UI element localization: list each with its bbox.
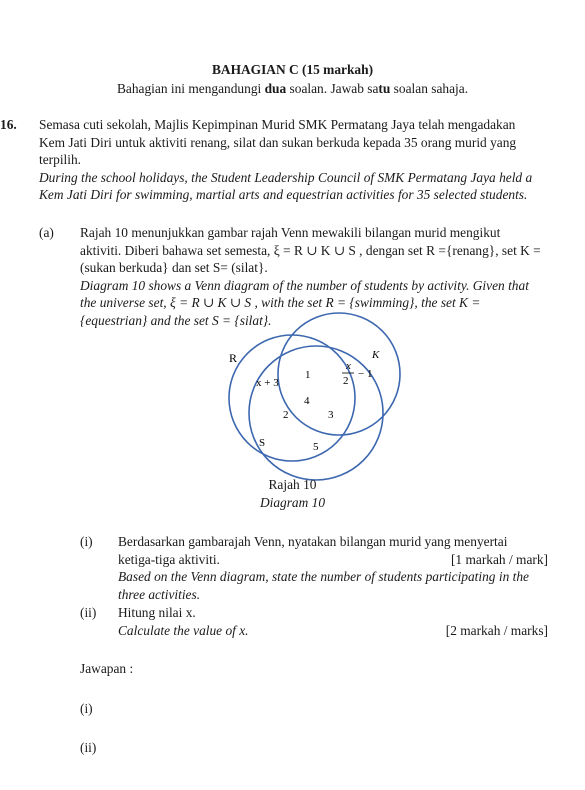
text-line: aktiviti. Diberi bahawa set semesta, ξ = R ∪ K ∪ S , dengan set R ={renang}, set K = [80, 242, 541, 258]
text-line: Berdasarkan gambarajah Venn, nyatakan bilangan murid yang menyertai [118, 534, 508, 549]
part-a-label: (a) [39, 225, 54, 240]
venn-label-k: K [372, 349, 380, 361]
text-line: ketiga-tiga aktiviti. [118, 551, 220, 567]
venn-label-s: S [259, 437, 266, 449]
text-line: Based on the Venn diagram, state the number of students participating in the [118, 569, 529, 585]
venn-region-k-only-numerator: x [346, 360, 351, 372]
text-line: Diagram 10 shows a Venn diagram of the number of students by activity. Given that [80, 277, 529, 293]
diagram-caption-malay: Rajah 10 [268, 477, 317, 492]
venn-circle-k [249, 346, 383, 480]
text-line: {equestrian} and the set S = {silat}. [80, 312, 272, 328]
text-line: (sukan berkuda} dan set S= (silat}. [80, 260, 268, 276]
venn-region-center: 4 [304, 395, 310, 407]
text-line: Kem Jati Diri untuk aktiviti renang, silat dan sukan berkuda kepada 35 orang murid yang [39, 134, 517, 150]
marks-label: [1 markah / mark] [450, 551, 548, 567]
text-line: Calculate the value of x. [118, 622, 249, 638]
text-line: Hitung nilai x. [118, 605, 196, 620]
text-line: terpilih. [39, 152, 82, 168]
venn-region-k-s: 3 [328, 409, 334, 421]
venn-region-k-only-minus: − 1 [358, 368, 373, 380]
venn-label-r: R [229, 351, 238, 365]
sub-ii-text [118, 604, 548, 639]
text-line: the universe set, ξ = R ∪ K ∪ S , with the set R = {swimming}, the set K = [80, 295, 481, 311]
diagram-caption-english: Diagram 10 [259, 495, 326, 510]
venn-region-r-s: 2 [283, 409, 289, 421]
text-line: Rajah 10 menunjukkan gambar rajah Venn mewakili bilangan murid mengikut [80, 225, 501, 240]
sub-i-label: (i) [80, 534, 93, 549]
venn-region-s-only: 5 [313, 441, 319, 453]
marks-label: [2 markah / marks] [445, 622, 548, 638]
sub-ii-label: (ii) [80, 605, 97, 620]
venn-circle-r [229, 335, 355, 461]
question-number: 16. [0, 117, 17, 132]
text-line-with-marks [118, 551, 548, 569]
venn-circle-s [278, 313, 400, 435]
instruction-part: soalan sahaja. [390, 81, 469, 96]
venn-region-k-only-denominator: 2 [343, 375, 349, 387]
instruction-part: soalan. Jawab sa [286, 81, 379, 96]
answer-label-i: (i) [80, 701, 93, 716]
answer-heading: Jawapan : [80, 661, 134, 676]
instruction-dua: dua [264, 81, 287, 96]
instruction-tu: tu [378, 81, 391, 96]
venn-region-r-k: 1 [305, 369, 311, 381]
text-line-with-marks [118, 622, 548, 640]
text-line: During the school holidays, the Student Leadership Council of SMK Permatang Jaya held a [39, 169, 533, 185]
section-title: BAHAGIAN C (15 markah) [211, 62, 374, 77]
text-line: Semasa cuti sekolah, Majlis Kepimpinan Murid SMK Permatang Jaya telah mengadakan [39, 117, 516, 132]
text-line: three activities. [118, 586, 201, 602]
instruction-part: Bahagian ini mengandungi [116, 81, 265, 96]
text-line: Kem Jati Diri for swimming, martial arts and equestrian activities for 35 selected students. [39, 187, 528, 203]
sub-i-text [118, 533, 548, 603]
answer-label-ii: (ii) [80, 740, 97, 755]
venn-region-r-only: x + 3 [256, 377, 279, 389]
